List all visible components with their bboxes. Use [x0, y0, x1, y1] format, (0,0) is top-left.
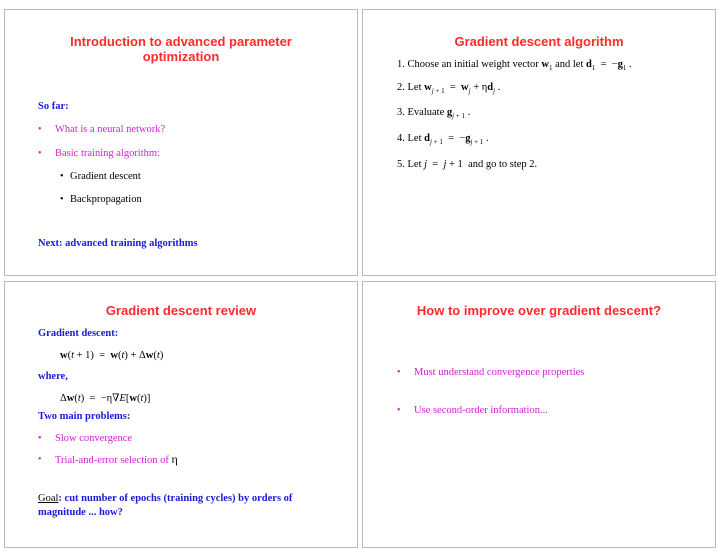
slide-title: Gradient descent review — [105, 303, 257, 318]
bullet-text: Slow convergence — [55, 433, 133, 444]
step-3: 3. Evaluate $g_{j + 1}$ . — [397, 107, 471, 120]
delta-equation: Δw(t) = −η∇E[w(t)] — [60, 393, 151, 404]
step-4: 4. Let $d_{j + 1} = -g_{j + 1}$ . — [397, 133, 489, 146]
bullet-icon: • — [397, 405, 401, 416]
subbullet-text: Gradient descent — [70, 171, 141, 182]
next-heading: Next: advanced training algorithms — [38, 238, 198, 249]
bullet-icon: • — [397, 367, 401, 378]
slide-title-line2: optimization — [142, 49, 220, 64]
bullet-text: Use second-order information... — [414, 405, 548, 416]
subbullet-icon: • — [60, 171, 64, 182]
slide-gd-algorithm — [362, 9, 716, 276]
slide-gd-review — [4, 281, 358, 548]
slide-improve — [362, 281, 716, 548]
subbullet-icon: • — [60, 194, 64, 205]
step-5: 5. Let j = j + 1 and go to step 2. — [397, 159, 538, 170]
slide-intro — [4, 9, 358, 276]
bullet-text: Must understand convergence properties — [414, 367, 585, 378]
step-2: 2. Let $w_{j + 1} = w_j + \eta d_j$ . — [397, 82, 501, 95]
bullet-icon: • — [38, 433, 42, 444]
slide-title-line1: Introduction to advanced parameter — [70, 34, 292, 49]
bullet-text: Basic training algorithm: — [55, 148, 160, 159]
bullet-icon: • — [38, 454, 42, 465]
gd-heading: Gradient descent: — [38, 328, 119, 339]
bullet-text: What is a neural network? — [55, 124, 166, 135]
goal-line1: Goal: cut number of epochs (training cycles) by orders of — [38, 493, 293, 504]
slide-title: How to improve over gradient descent? — [416, 303, 662, 318]
where-label: where, — [38, 371, 68, 382]
update-equation: w(t + 1) = w(t) + Δw(t) — [60, 350, 164, 361]
problems-heading: Two main problems: — [38, 411, 131, 422]
goal-line2: magnitude ... how? — [38, 507, 123, 518]
bullet-text: Trial-and-error selection of η — [55, 452, 178, 466]
step-1: 1. Choose an initial weight vector $w_1$ and let $d_1 = -g_1$ . — [397, 59, 632, 72]
bullet-icon: • — [38, 124, 42, 135]
slide-title: Gradient descent algorithm — [454, 34, 624, 49]
bullet-icon: • — [38, 148, 42, 159]
so-far-heading: So far: — [38, 101, 69, 112]
subbullet-text: Backpropagation — [70, 194, 142, 205]
